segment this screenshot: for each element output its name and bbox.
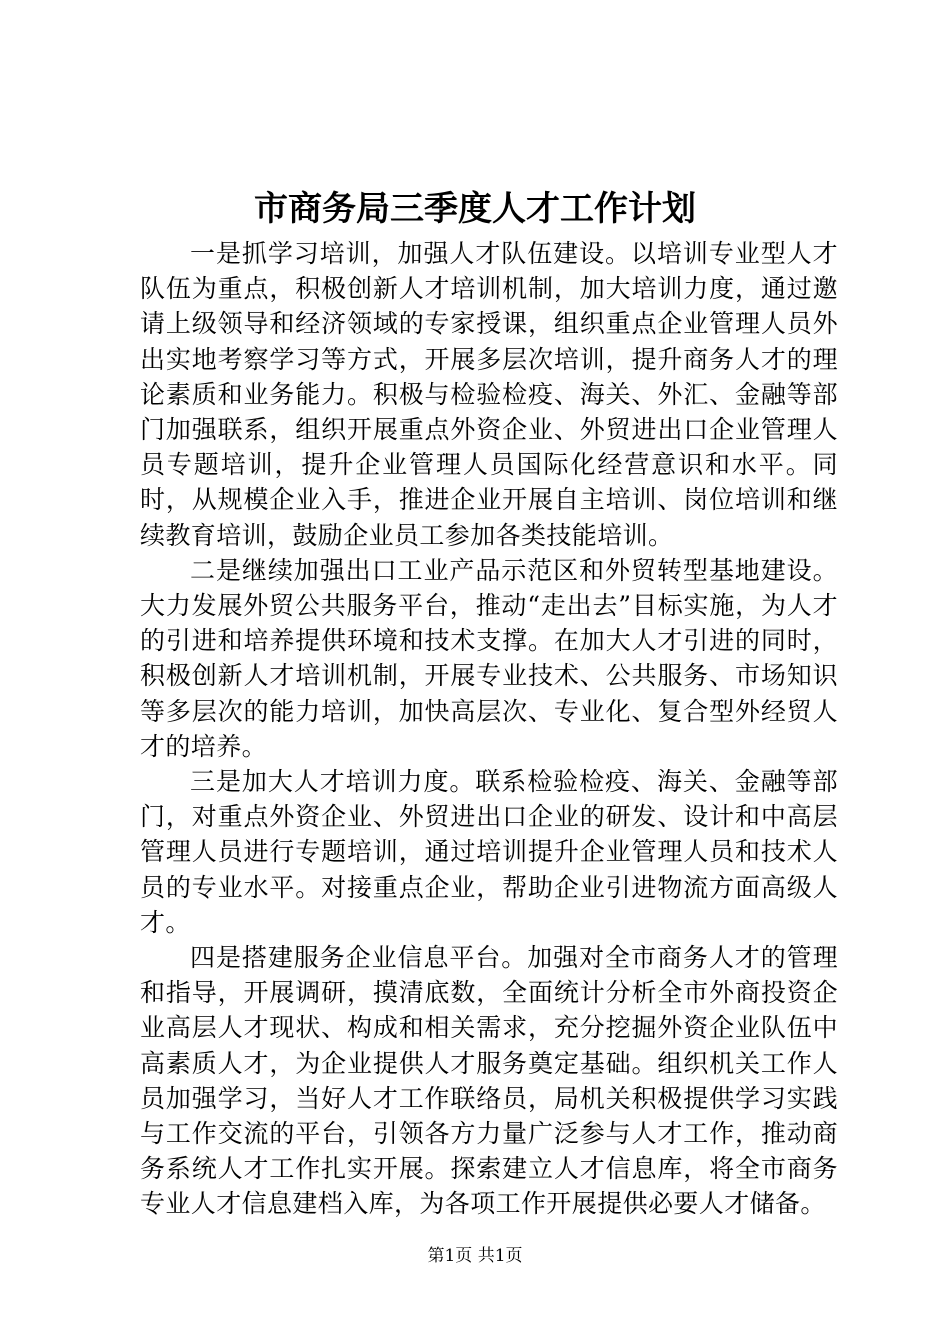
document-body [140, 236, 838, 1222]
paragraph-1: 一是抓学习培训，加强人才队伍建设。以培训专业型人才队伍为重点，积极创新人才培训机制，加大培训力度，通过邀请上级领导和经济领域的专家授课，组织重点企业管理人员外出实地考察学习等方式，开展多层次培训，提升商务人才的理论素质和业务能力。积极与检验检疫、海关、外汇、金融等部门加强联系，组织开展重点外资企业、外贸进出口企业管理人员专题培训，提升企业管理人员国际化经营意识和水平。同时，从规模企业入手，推进企业开展自主培训、岗位培训和继续教育培训，鼓励企业员工参加各类技能培训。 [140, 239, 838, 550]
paragraph-2: 二是继续加强出口工业产品示范区和外贸转型基地建设。大力发展外贸公共服务平台，推动“走出去”目标实施，为人才的引进和培养提供环境和技术支撑。在加大人才引进的同时，积极创新人才培训机制，开展专业技术、公共服务、市场知识等多层次的能力培训，加快高层次、专业化、复合型外经贸人才的培养。 [140, 555, 838, 761]
page-title: 市商务局三季度人才工作计划 [254, 189, 696, 229]
paragraph-4: 四是搭建服务企业信息平台。加强对全市商务人才的管理和指导，开展调研，摸清底数，全面统计分析全市外商投资企业高层人才现状、构成和相关需求，充分挖掘外资企业队伍中高素质人才，为企业提供人才服务奠定基础。组织机关工作人员加强学习，当好人才工作联络员，局机关积极提供学习实践与工作交流的平台，引领各方力量广泛参与人才工作，推动商务系统人才工作扎实开展。探索建立人才信息库，将全市商务专业人才信息建档入库，为各项工作开展提供必要人才储备。 [140, 943, 838, 1219]
page-footer: 第1页 共1页 [427, 1246, 523, 1266]
paragraph-3: 三是加大人才培训力度。联系检验检疫、海关、金融等部门，对重点外资企业、外贸进出口企业的研发、设计和中高层管理人员进行专题培训，通过培训提升企业管理人员和技术人员的专业水平。对接重点企业，帮助企业引进物流方面高级人才。 [140, 767, 838, 937]
